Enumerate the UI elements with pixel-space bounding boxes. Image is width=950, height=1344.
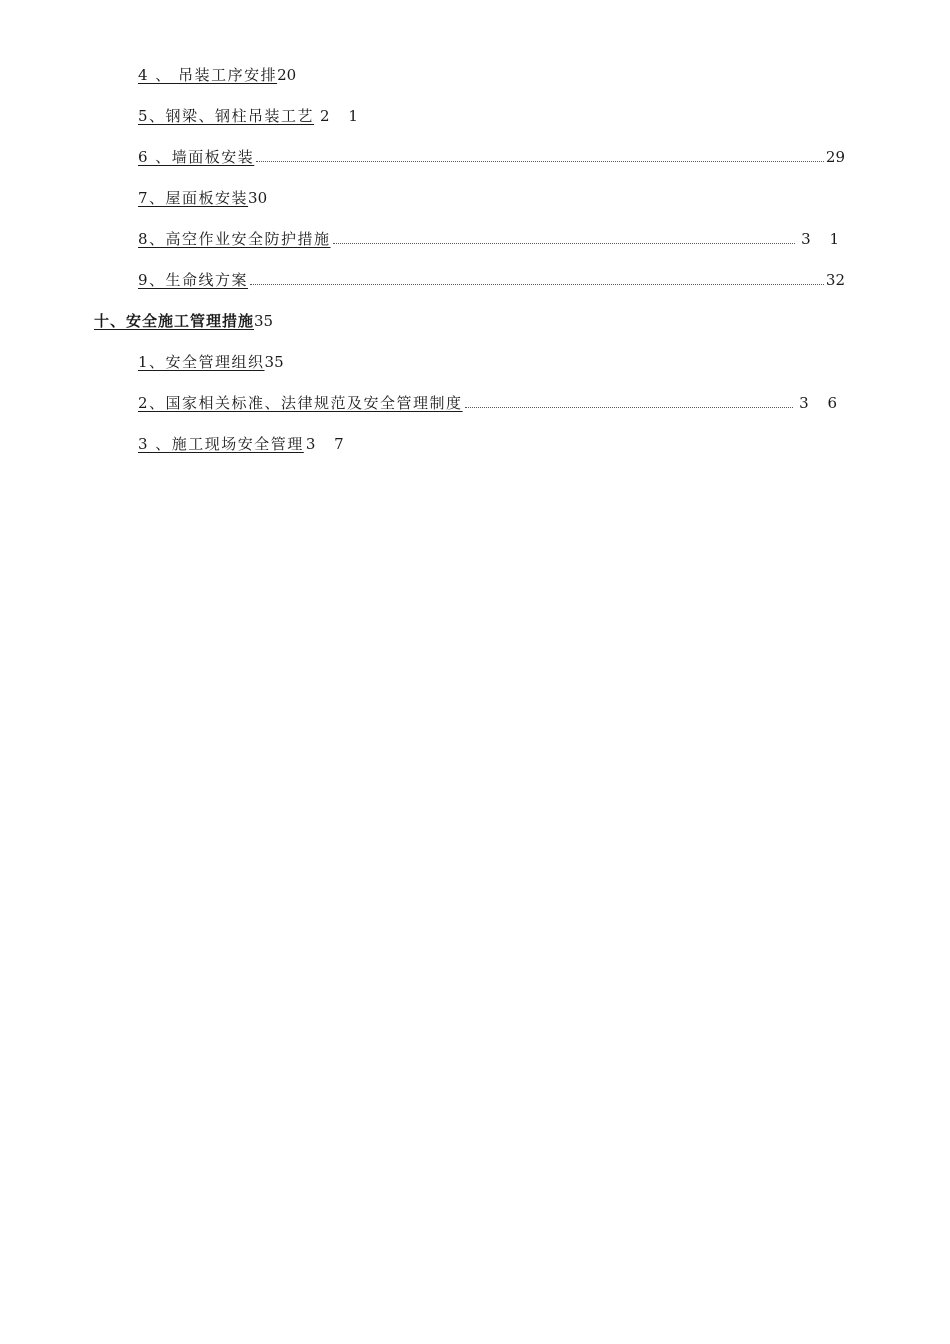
toc-entry-roof-panel-install[interactable] <box>138 186 267 208</box>
toc-entry-lifeline-plan[interactable] <box>138 268 845 290</box>
toc-entry-page: 3 1 <box>801 230 846 248</box>
toc-entry-page: 3 7 <box>305 435 351 453</box>
toc-entry-label[interactable]: 5、钢梁、钢柱吊装工艺 <box>138 107 315 125</box>
toc-entry-label[interactable]: 4 、 吊装工序安排 <box>138 66 278 84</box>
toc-entry-page: 35 <box>264 353 284 371</box>
toc-entry-label[interactable]: 6 、墙面板安装 <box>138 148 255 166</box>
leader-dots <box>256 160 824 162</box>
toc-entry-label[interactable]: 7、屋面板安装 <box>138 189 249 207</box>
toc-entry-high-altitude-safety[interactable] <box>138 227 846 249</box>
toc-entry-beam-column-lifting[interactable] <box>138 104 365 126</box>
toc-entry-wall-panel-install[interactable] <box>138 145 845 167</box>
toc-entry-national-standards[interactable] <box>138 391 844 413</box>
toc-entry-label[interactable]: 1、安全管理组织 <box>138 353 265 371</box>
toc-entry-lifting-sequence[interactable] <box>138 63 296 85</box>
toc-heading-page: 35 <box>254 312 274 330</box>
toc-entry-safety-organization[interactable] <box>138 350 284 372</box>
toc-entry-label[interactable]: 3 、施工现场安全管理 <box>138 435 304 453</box>
toc-entry-page: 3 6 <box>799 394 844 412</box>
toc-heading-safety-management[interactable] <box>94 309 273 331</box>
toc-entry-label[interactable]: 2、国家相关标准、法律规范及安全管理制度 <box>138 394 463 412</box>
leader-dots <box>465 406 794 408</box>
toc-entry-site-safety-management[interactable] <box>138 432 351 454</box>
toc-entry-page: 29 <box>825 148 845 166</box>
toc-entry-label[interactable]: 8、高空作业安全防护措施 <box>138 230 331 248</box>
toc-entry-page: 30 <box>248 189 268 207</box>
toc-entry-page: 2 1 <box>320 107 365 125</box>
leader-dots <box>333 242 796 244</box>
toc-heading-label[interactable]: 十、安全施工管理措施 <box>94 312 255 330</box>
toc-entry-page: 20 <box>277 66 297 84</box>
toc-entry-label[interactable]: 9、生命线方案 <box>138 271 249 289</box>
leader-dots <box>250 283 824 285</box>
toc-entry-page: 32 <box>825 271 845 289</box>
